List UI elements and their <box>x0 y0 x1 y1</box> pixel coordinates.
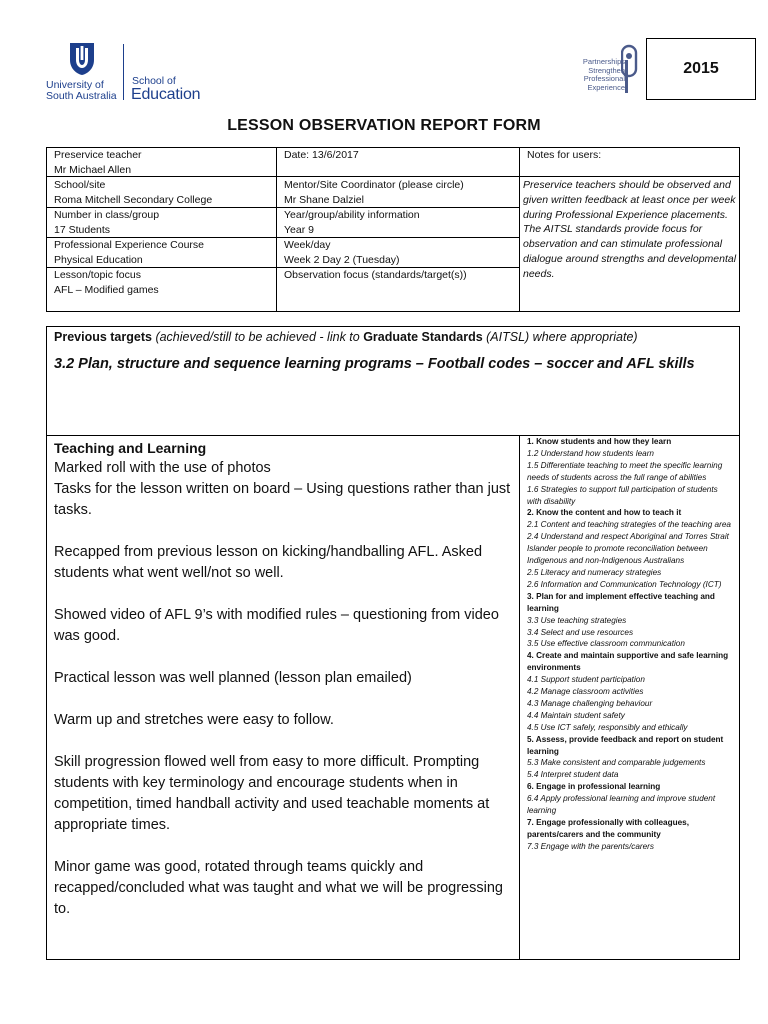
standard-item: 5.4 Interpret student data <box>527 770 619 780</box>
info-row-divider <box>46 267 520 268</box>
info-label: Preservice teacher <box>54 149 142 161</box>
info-cell-school-site <box>54 178 212 208</box>
teaching-learning-box <box>46 436 740 960</box>
standard-item: 4.1 Support student participation <box>527 675 645 685</box>
info-label: Year/group/ability information <box>284 209 420 221</box>
teaching-note-paragraph: Showed video of AFL 9’s with modified rules – questioning from video was good. <box>54 607 499 644</box>
standard-item: 5.3 Make consistent and comparable judgements <box>527 758 706 768</box>
previous-targets-label-italic-end: (AITSL) where appropriate) <box>482 330 638 344</box>
unisa-logo <box>46 42 206 104</box>
info-col-divider-1 <box>276 148 277 311</box>
info-value: Year 9 <box>284 224 314 236</box>
partnerships-line2: Strengthen <box>588 65 625 75</box>
standard-heading: 3. Plan for and implement effective teaching and learning <box>527 591 715 613</box>
info-value: Week 2 Day 2 (Tuesday) <box>284 254 400 266</box>
info-col-divider-2 <box>519 148 520 311</box>
standard-item: 1.5 Differentiate teaching to meet the specific learning needs of students across the full range of abilities <box>527 460 723 482</box>
teaching-note-paragraph: Minor game was good, rotated through teams quickly and recapped/concluded what was taught and what we will be progressing to. <box>54 859 503 917</box>
standard-item: 2.5 Literacy and numeracy strategies <box>527 567 662 577</box>
university-name-line2: South Australia <box>46 90 117 102</box>
standard-item: 3.5 Use effective classroom communication <box>527 639 685 649</box>
education-label: Education <box>131 86 201 103</box>
standard-heading: 4. Create and maintain supportive and safe learning environments <box>527 651 729 673</box>
info-cell-lesson-focus <box>54 268 159 298</box>
form-title: LESSON OBSERVATION REPORT FORM <box>227 117 541 134</box>
logo-divider <box>123 44 124 100</box>
standard-item: 2.1 Content and teaching strategies of the teaching area <box>527 520 731 530</box>
partnerships-line4: Experience <box>587 82 625 92</box>
info-row-divider <box>46 207 520 208</box>
standard-item: 3.4 Select and use resources <box>527 627 634 637</box>
info-value: Mr Michael Allen <box>54 164 132 176</box>
info-cell-mentor <box>284 178 464 208</box>
info-label: Observation focus (standards/target(s)) <box>284 269 467 281</box>
info-value: Roma Mitchell Secondary College <box>54 194 213 206</box>
info-cell-number-in-class <box>54 208 159 238</box>
info-cell-course <box>54 238 204 268</box>
graduate-standards-label: Graduate Standards <box>363 330 483 344</box>
info-cell-week-day <box>284 238 400 268</box>
previous-targets-label <box>54 330 638 344</box>
teaching-learning-heading: Teaching and Learning <box>54 440 207 456</box>
standard-item: 4.3 Manage challenging behaviour <box>527 698 653 708</box>
previous-targets-label-bold: Previous targets <box>54 330 152 344</box>
previous-targets-label-italic: (achieved/still to be achieved - link to <box>151 330 364 344</box>
standard-item: 3.3 Use teaching strategies <box>527 615 627 625</box>
partnerships-text <box>567 58 625 92</box>
info-value: 17 Students <box>54 224 111 236</box>
standard-item: 1.2 Understand how students learn <box>527 448 654 458</box>
aitsl-standards-list <box>527 436 732 853</box>
year-box: 2015 <box>646 38 756 100</box>
info-label: School/site <box>54 179 106 191</box>
info-row-divider <box>46 237 520 238</box>
info-label: Date: 13/6/2017 <box>284 149 359 161</box>
notes-body: Preservice teachers should be observed and given written feedback at least once per week during Professional Experience placements. The AITSL standards provide focus for observation and can stimulate professional dialogue around strengths and developmental needs. <box>523 179 737 280</box>
info-value: Mr Shane Dalziel <box>284 194 364 206</box>
standard-item: 4.5 Use ICT safely, responsibly and ethically <box>527 722 688 732</box>
info-cell-preservice-teacher <box>54 148 142 178</box>
info-label: Professional Experience Course <box>54 239 204 251</box>
standard-item: 1.6 Strategies to support full participation of students with disability <box>527 484 718 506</box>
standard-heading: 7. Engage professionally with colleagues, parents/carers and the community <box>527 818 689 839</box>
info-label: Number in class/group <box>54 209 160 221</box>
partnerships-mark-icon <box>621 44 639 94</box>
standard-heading: 1. Know students and how they learn <box>527 437 672 446</box>
standard-heading: 2. Know the content and how to teach it <box>527 508 682 518</box>
notes-divider <box>519 176 740 177</box>
teaching-note-paragraph: Marked roll with the use of photos Tasks for the lesson written on board – Using questions rather than just tasks. <box>54 460 511 518</box>
school-of-label: School of <box>132 75 176 87</box>
teaching-note-paragraph: Recapped from previous lesson on kicking/handballing AFL. Asked students what went well/not so well. <box>54 544 483 581</box>
info-cell-date <box>284 148 359 163</box>
teaching-col-divider <box>519 436 520 959</box>
previous-targets-box <box>46 326 740 436</box>
info-label: Lesson/topic focus <box>54 269 141 281</box>
teaching-note-paragraph: Warm up and stretches were easy to follow. <box>54 712 334 728</box>
info-cell-observation-focus <box>284 268 467 283</box>
teaching-note-paragraph: Skill progression flowed well from easy to more difficult. Prompting students with key terminology and encourage students when in competition, timed handball activity and used teachable moments at appropriate times. <box>54 754 490 833</box>
standard-item: 2.4 Understand and respect Aboriginal and Torres Strait Islander people to promote reconciliation between Indigenous and non-Indigenous Australians <box>527 532 729 566</box>
info-label: Week/day <box>284 239 331 251</box>
partnerships-logo <box>567 44 643 96</box>
university-name-line1: University of <box>46 79 104 91</box>
info-value: AFL – Modified games <box>54 284 159 296</box>
info-label: Mentor/Site Coordinator (please circle) <box>284 179 464 191</box>
standard-item: 4.4 Maintain student safety <box>527 710 625 720</box>
unisa-shield-icon <box>68 42 96 76</box>
partnerships-line1: Partnerships <box>582 57 625 66</box>
university-name <box>46 80 117 102</box>
teaching-note-paragraph: Practical lesson was well planned (lesson plan emailed) <box>54 670 412 686</box>
standard-item: 7.3 Engage with the parents/carers <box>527 841 654 851</box>
info-value: Physical Education <box>54 254 143 266</box>
standard-item: 2.6 Information and Communication Technology (ICT) <box>527 579 722 589</box>
standard-heading: 5. Assess, provide feedback and report on student learning <box>527 734 724 756</box>
previous-targets-text: 3.2 Plan, structure and sequence learning programs – Football codes – soccer and AFL skills <box>54 356 695 372</box>
info-table <box>46 147 740 312</box>
standard-item: 6.4 Apply professional learning and improve student learning <box>527 794 716 816</box>
partnerships-line3: Professional <box>583 74 625 84</box>
notes-label: Notes for users: <box>527 149 602 161</box>
teaching-learning-notes <box>54 458 514 941</box>
standard-heading: 6. Engage in professional learning <box>527 782 661 792</box>
info-row-divider <box>46 176 520 177</box>
info-cell-year-group <box>284 208 420 238</box>
standard-item: 4.2 Manage classroom activities <box>527 687 644 697</box>
